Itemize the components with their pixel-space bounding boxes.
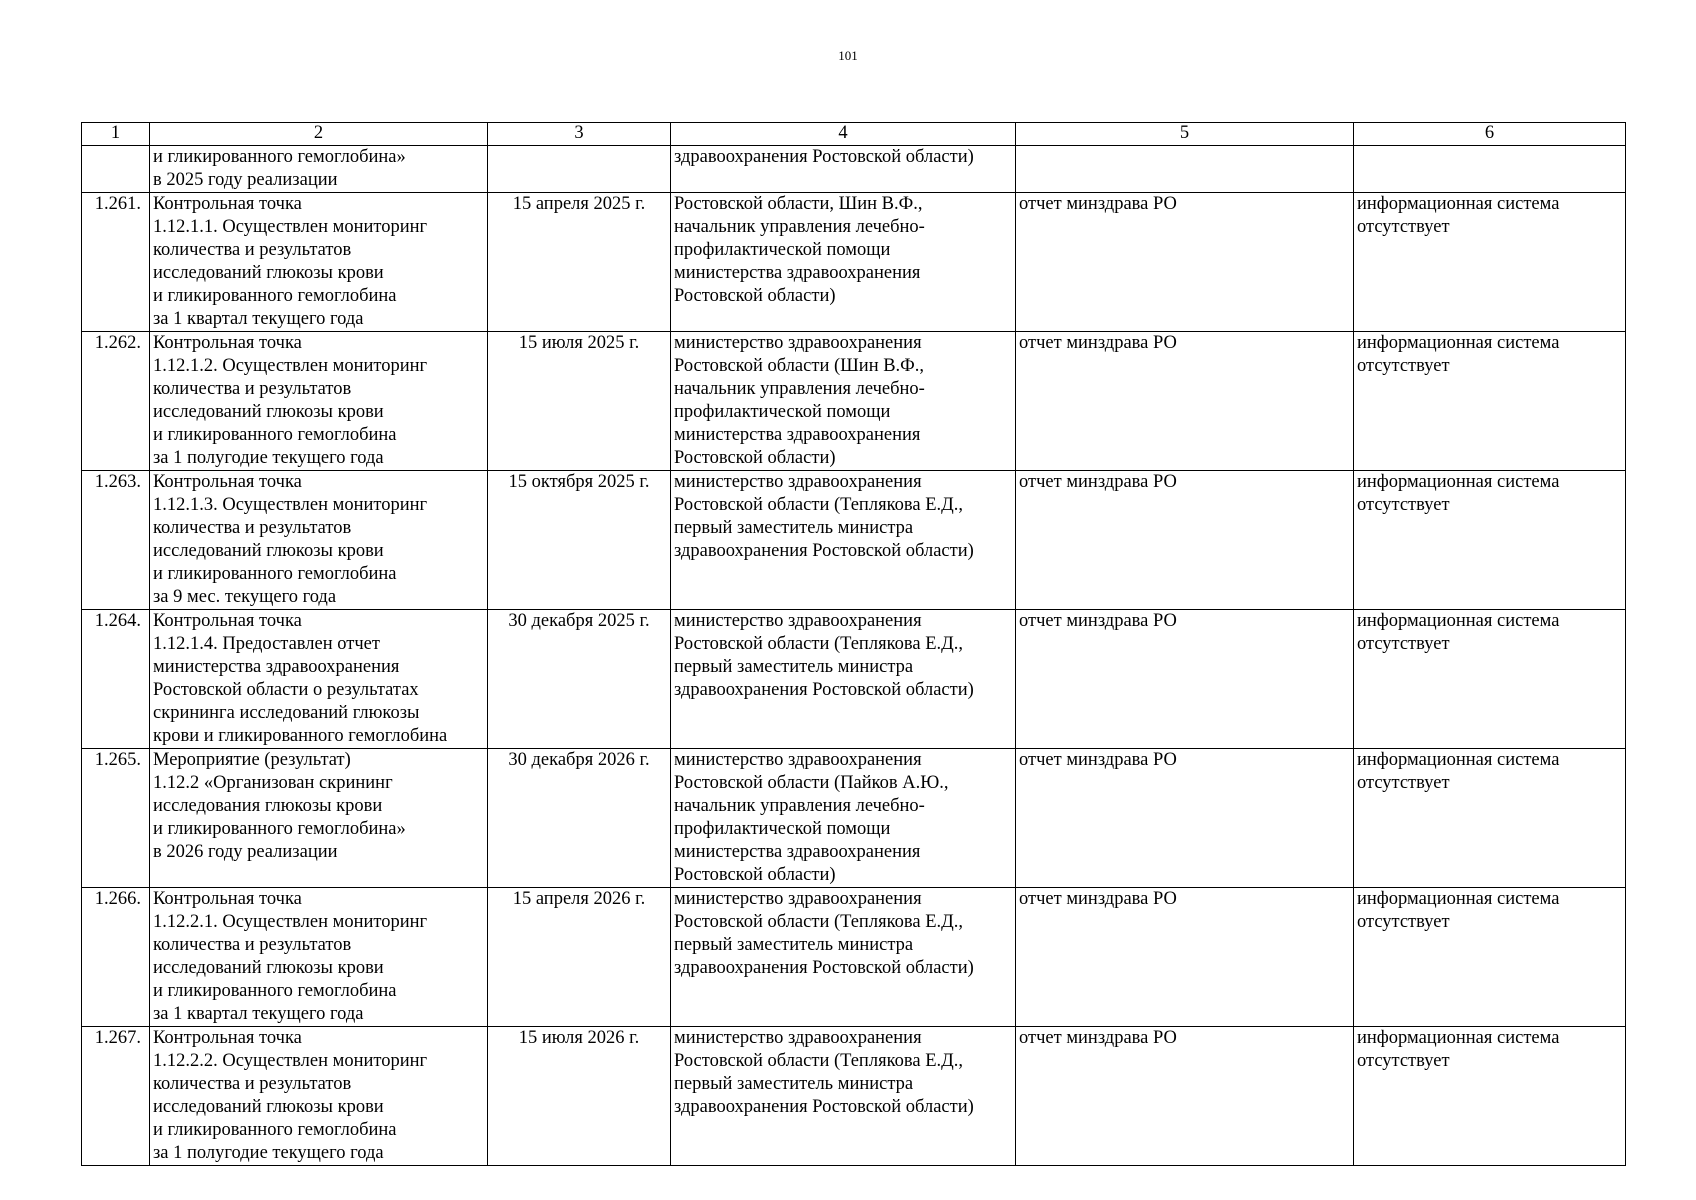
deadline-date: 15 октября 2025 г. (488, 471, 671, 610)
responsible-executor: министерство здравоохранения Ростовской области (Теплякова Е.Д., первый заместитель министра здравоохранения Ростовской области) (671, 888, 1016, 1027)
plan-table (81, 122, 1626, 1166)
information-system: информационная система отсутствует (1354, 332, 1626, 471)
deadline-date: 15 июля 2026 г. (488, 1027, 671, 1166)
information-system: информационная система отсутствует (1354, 1027, 1626, 1166)
column-header: 3 (488, 123, 671, 146)
confirming-document (1016, 146, 1354, 193)
responsible-executor: министерство здравоохранения Ростовской области (Теплякова Е.Д., первый заместитель министра здравоохранения Ростовской области) (671, 1027, 1016, 1166)
confirming-document: отчет минздрава РО (1016, 332, 1354, 471)
row-number: 1.262. (82, 332, 150, 471)
confirming-document: отчет минздрава РО (1016, 1027, 1354, 1166)
row-number: 1.263. (82, 471, 150, 610)
responsible-executor: министерство здравоохранения Ростовской области (Шин В.Ф., начальник управления лечебно- профилактической помощи министерства здравоохранения Ростовской области) (671, 332, 1016, 471)
deadline-date: 30 декабря 2025 г. (488, 610, 671, 749)
column-header: 4 (671, 123, 1016, 146)
information-system (1354, 146, 1626, 193)
information-system: информационная система отсутствует (1354, 749, 1626, 888)
page-number: 101 (838, 48, 858, 63)
responsible-executor: Ростовской области, Шин В.Ф., начальник управления лечебно- профилактической помощи министерства здравоохранения Ростовской области) (671, 193, 1016, 332)
deadline-date (488, 146, 671, 193)
column-header: 2 (150, 123, 488, 146)
table-row (82, 332, 1626, 471)
responsible-executor: министерство здравоохранения Ростовской области (Пайков А.Ю., начальник управления лечебно- профилактической помощи министерства здравоохранения Ростовской области) (671, 749, 1016, 888)
table-row (82, 610, 1626, 749)
responsible-executor: министерство здравоохранения Ростовской области (Теплякова Е.Д., первый заместитель министра здравоохранения Ростовской области) (671, 610, 1016, 749)
row-number (82, 146, 150, 193)
responsible-executor: здравоохранения Ростовской области) (671, 146, 1016, 193)
confirming-document: отчет минздрава РО (1016, 749, 1354, 888)
table-row (82, 749, 1626, 888)
table-row (82, 146, 1626, 193)
row-number: 1.261. (82, 193, 150, 332)
column-header: 6 (1354, 123, 1626, 146)
row-number: 1.267. (82, 1027, 150, 1166)
confirming-document: отчет минздрава РО (1016, 471, 1354, 610)
row-number: 1.266. (82, 888, 150, 1027)
column-header: 5 (1016, 123, 1354, 146)
event-name: Контрольная точка 1.12.1.3. Осуществлен мониторинг количества и результатов исследований глюкозы крови и гликированного гемоглобина за 9 мес. текущего года (150, 471, 488, 610)
confirming-document: отчет минздрава РО (1016, 888, 1354, 1027)
event-name: и гликированного гемоглобина» в 2025 году реализации (150, 146, 488, 193)
event-name: Мероприятие (результат) 1.12.2 «Организован скрининг исследования глюкозы крови и гликированного гемоглобина» в 2026 году реализации (150, 749, 488, 888)
event-name: Контрольная точка 1.12.1.2. Осуществлен мониторинг количества и результатов исследований глюкозы крови и гликированного гемоглобина за 1 полугодие текущего года (150, 332, 488, 471)
deadline-date: 15 апреля 2026 г. (488, 888, 671, 1027)
event-name: Контрольная точка 1.12.1.4. Предоставлен отчет министерства здравоохранения Ростовской области о результатах скрининга исследований глюкозы крови и гликированного гемоглобина (150, 610, 488, 749)
row-number: 1.264. (82, 610, 150, 749)
event-name: Контрольная точка 1.12.2.1. Осуществлен мониторинг количества и результатов исследований глюкозы крови и гликированного гемоглобина за 1 квартал текущего года (150, 888, 488, 1027)
table-header-row (82, 123, 1626, 146)
information-system: информационная система отсутствует (1354, 471, 1626, 610)
deadline-date: 15 апреля 2025 г. (488, 193, 671, 332)
event-name: Контрольная точка 1.12.2.2. Осуществлен мониторинг количества и результатов исследований глюкозы крови и гликированного гемоглобина за 1 полугодие текущего года (150, 1027, 488, 1166)
column-header: 1 (82, 123, 150, 146)
event-name: Контрольная точка 1.12.1.1. Осуществлен мониторинг количества и результатов исследований глюкозы крови и гликированного гемоглобина за 1 квартал текущего года (150, 193, 488, 332)
information-system: информационная система отсутствует (1354, 610, 1626, 749)
confirming-document: отчет минздрава РО (1016, 610, 1354, 749)
deadline-date: 30 декабря 2026 г. (488, 749, 671, 888)
information-system: информационная система отсутствует (1354, 888, 1626, 1027)
responsible-executor: министерство здравоохранения Ростовской области (Теплякова Е.Д., первый заместитель министра здравоохранения Ростовской области) (671, 471, 1016, 610)
information-system: информационная система отсутствует (1354, 193, 1626, 332)
table-row (82, 193, 1626, 332)
row-number: 1.265. (82, 749, 150, 888)
confirming-document: отчет минздрава РО (1016, 193, 1354, 332)
table-row (82, 888, 1626, 1027)
table-row (82, 471, 1626, 610)
table-row (82, 1027, 1626, 1166)
deadline-date: 15 июля 2025 г. (488, 332, 671, 471)
